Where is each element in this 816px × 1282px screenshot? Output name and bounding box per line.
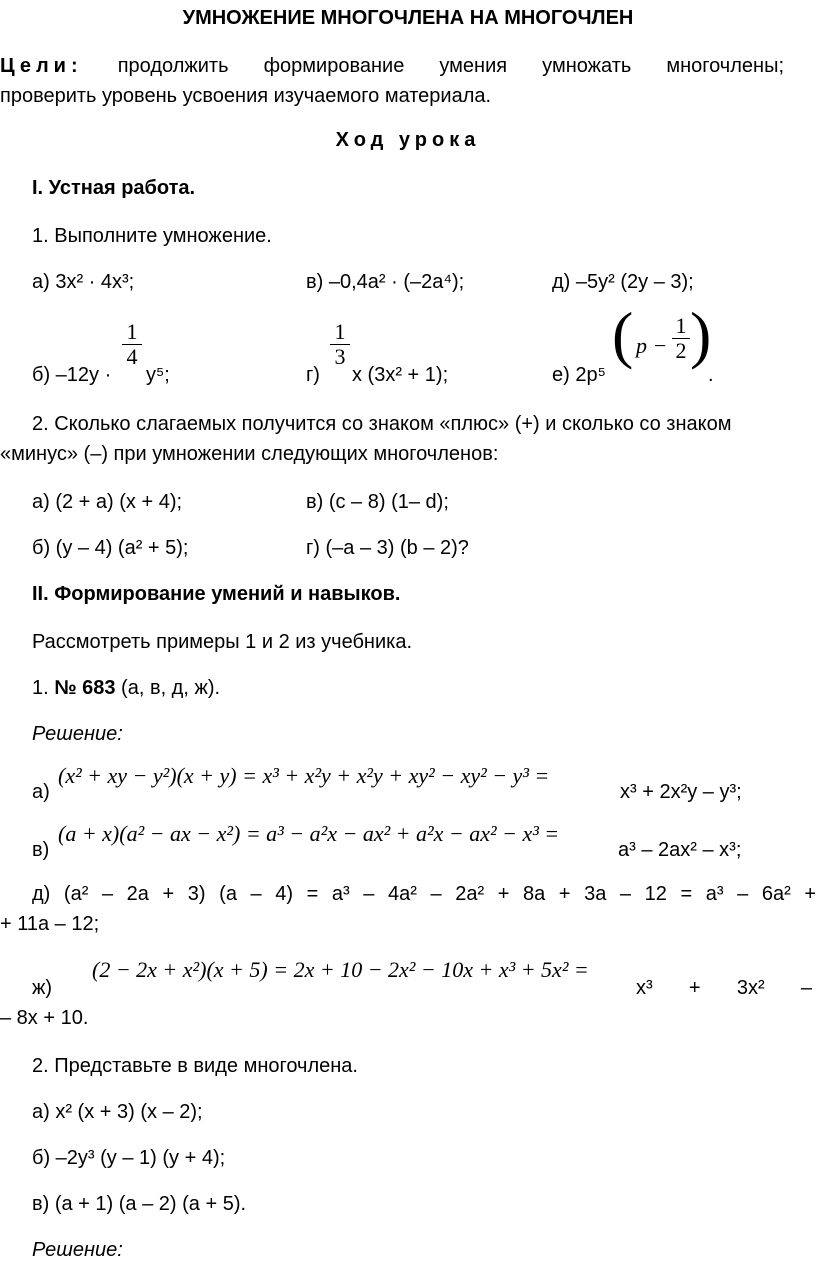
task1-item-d: д) –5y² (2y – 3); <box>552 271 694 293</box>
goals-text-1: продолжить формирование умения умножать многочлены; <box>117 55 784 77</box>
section2-task1-title <box>32 676 220 700</box>
fraction-denominator: 2 <box>675 338 687 363</box>
task-number-prefix: 1. <box>32 677 49 699</box>
task1-item-g-prefix: г) <box>306 364 320 386</box>
solution-label-1: Решение: <box>32 723 123 745</box>
solution-v-formula: (a + x)(a² − ax − x²) = a³ − a²x − ax² + a²x − ax² − x³ = <box>58 821 560 846</box>
solution-a-label: а) <box>32 781 50 803</box>
section2-task2-item-a: а) x² (x + 3) (x – 2); <box>32 1101 203 1123</box>
fraction-denominator: 4 <box>126 344 138 369</box>
lesson-heading: Ход урока <box>335 129 481 151</box>
fraction-one-quarter <box>122 320 142 369</box>
fraction-numerator: 1 <box>334 319 346 344</box>
right-paren: ) <box>690 299 712 370</box>
task1-item-v: в) –0,4a² · (–2a⁴); <box>306 271 465 293</box>
section2-task2-item-v: в) (a + 1) (a – 2) (a + 5). <box>32 1193 247 1215</box>
solution-zh-label: ж) <box>32 977 53 999</box>
task1-title: 1. Выполните умножение. <box>32 225 272 247</box>
solution-zh-formula: (2 − 2x + x²)(x + 5) = 2x + 10 − 2x² − 10x + x³ + 5x² = <box>92 957 589 982</box>
solution-d-line-1: д) (a² – 2a + 3) (a – 4) = a³ – 4a² – 2a² + 8a + 3a – 12 = a³ – 6a² + <box>32 883 816 905</box>
solution-label-2: Решение: <box>32 1239 123 1261</box>
task2-item-g: г) (–a – 3) (b – 2)? <box>306 537 469 559</box>
fraction-one-half <box>672 314 690 363</box>
section2-task2-title: 2. Представьте в виде многочлена. <box>32 1055 358 1077</box>
solution-zh-result: x³ + 3x² – <box>636 977 812 999</box>
section2-heading: II. Формирование умений и навыков. <box>32 583 401 605</box>
task1-item-b-prefix: б) –12y · <box>32 364 112 386</box>
solution-d-line-2: + 11a – 12; <box>0 913 100 935</box>
fraction-numerator: 1 <box>126 319 138 344</box>
goals-line-1 <box>0 54 784 78</box>
fraction-numerator: 1 <box>675 313 687 338</box>
task1-item-a: а) 3x² · 4x³; <box>32 271 135 293</box>
task1-item-e-prefix: е) 2p⁵ <box>552 364 606 386</box>
section2-intro: Рассмотреть примеры 1 и 2 из учебника. <box>32 631 413 653</box>
page-title: УМНОЖЕНИЕ МНОГОЧЛЕНА НА МНОГОЧЛЕН <box>182 7 634 29</box>
exercise-parts: (а, в, д, ж). <box>121 677 221 699</box>
task2-item-v: в) (c – 8) (1– d); <box>306 491 449 513</box>
solution-zh-line-2: – 8x + 10. <box>0 1007 89 1029</box>
exercise-number: № 683 <box>54 677 116 699</box>
goals-label: Цели: <box>0 55 83 77</box>
task1-item-b-suffix: y⁵; <box>146 364 170 386</box>
solution-a-result: x³ + 2x²y – y³; <box>620 781 742 803</box>
solution-v-result: a³ – 2ax² – x³; <box>618 839 742 861</box>
task2-item-b: б) (y – 4) (a² + 5); <box>32 537 189 559</box>
left-paren: ( <box>612 299 634 370</box>
fraction-one-third <box>330 320 350 369</box>
task1-item-e-end: . <box>708 364 714 386</box>
task2-line-1: 2. Сколько слагаемых получится со знаком «плюс» (+) и сколько со знаком <box>32 413 732 435</box>
section2-task2-item-b: б) –2y³ (y – 1) (y + 4); <box>32 1147 226 1169</box>
solution-v-label: в) <box>32 839 50 861</box>
task2-line-2: «минус» (–) при умножении следующих многочленов: <box>0 443 499 465</box>
section1-heading: I. Устная работа. <box>32 177 196 199</box>
task1-item-e-inner: p − <box>636 333 668 358</box>
solution-a-formula: (x² + xy − y²)(x + y) = x³ + x²y + x²y + xy² − xy² − y³ = <box>58 763 550 788</box>
fraction-denominator: 3 <box>334 344 346 369</box>
goals-text-2: проверить уровень усвоения изучаемого материала. <box>0 85 492 107</box>
task1-item-g-suffix: x (3x² + 1); <box>352 364 449 386</box>
task2-item-a: а) (2 + a) (x + 4); <box>32 491 183 513</box>
